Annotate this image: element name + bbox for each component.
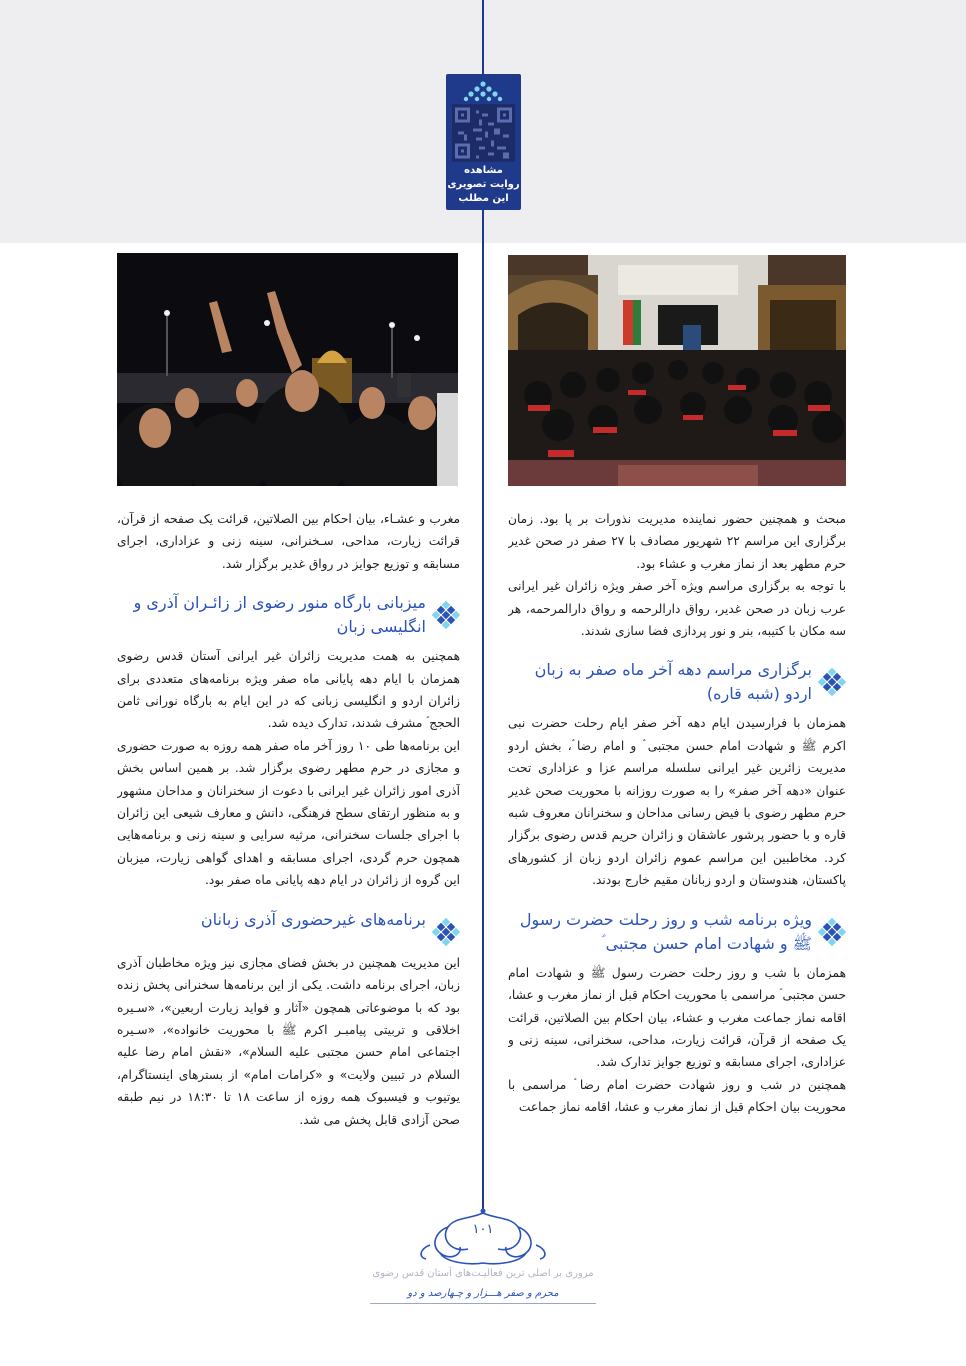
right-intro-paragraph-2: با توجه به برگزاری مراسم ویژه آخر صفر ویژه زائران غیر ایرانی عرب زبان در صحن غدیر، رواق دارالرحمه و رواق دارالمرحمه، هر سه مکان با کتیبه، بنر و نور پردازی فضا سازی شدند. xyxy=(508,579,846,639)
footer-issue-date: محرم و صفر هـــزار و چـهارصد و دو xyxy=(407,1288,559,1299)
left-section-2-paragraph-1: این مدیریت همچنین در بخش فضای مجازی نیز ویژه مخاطبان آذری زبان، اجرای برنامه داشت. یکی از این برنامه‌ها سخنرانی پخش زنده بود که با موضوعاتی همچون «آثار و فواید زیارت اربعین»، «سـیره اخلاقی و تربیتی پیامبـر اکرم ﷺ با محوریت خانواده»، «سـیره اجتماعی امام حسن مجتبی علیه السلام»، «نقش امام رضا علیه السلام در تبیین ولایت» و «کرامات امام» از بسترهای اینستاگرام، یوتیوب و فیسبوک همه روزه از ساعت ۱۸ تا ۱۸:۳۰ در نیم طبقه صحن آزادی قابل پخش می شد. xyxy=(117,955,460,1127)
left-section-1-title: میزبانی بارگاه منور رضوی از زائـران آذری و انگلیسی زبان xyxy=(133,593,426,637)
qr-code-icon[interactable] xyxy=(452,104,515,162)
right-section-1-heading xyxy=(508,658,846,706)
qr-caption-2: روایت تصویری xyxy=(447,179,520,190)
right-section-1-title: برگزاری مراسم دهه آخر ماه صفر به زبان اردو (شبه قاره) xyxy=(534,660,812,704)
right-section-2-paragraph-1: همزمان با شب و روز رحلت حضرت رسول ﷺ و شهادت امام حسن مجتبی ؑ مراسمی با محوریت احکام قبل از نماز مغرب و عشا، اقامه نماز جماعت مغرب و عشاء، بیان احکام بین الصلاتین، قرائت یک صفحه از قرآن، قرائت زیارت، مداحی، سخنرانی، سینه زنی و عزاداری، اجرای مسابقه و توزیع جوایز تدارک شد. xyxy=(508,965,846,1070)
photo-night-mourners xyxy=(117,253,458,486)
page-number: ۱۰۱ xyxy=(472,1222,494,1237)
ornament-diamond-icon xyxy=(818,668,846,696)
qr-ornament-icon xyxy=(462,80,504,102)
left-section-2-heading xyxy=(117,908,460,946)
footer-rule xyxy=(370,1303,596,1304)
qr-caption-3: این مطلب xyxy=(458,193,509,204)
right-section-1-paragraph-1: همزمان با فرارسیدن ایام دهه آخر صفر ایام رحلت حضرت نبی اکرم ﷺ و شهادت امام حسن مجتبی ؑ و امام رضا ؑ، بخش اردو مدیریت زائرین غیر ایرانی سلسله مراسم عزا و عزاداری تحت عنوان «دهه آخر صفر» را به صورت روزانه با محوریت صحن غدیر حرم مطهر رضوی با فیض رسانی مداحان و سخنرانان معروف شبه قاره و با حضور پرشور عاشقان و زائران حریم قدس رضوی برگزار کرد. مخاطبین این مراسم عموم زائران اردو زبان از کشورهای پاکستان، هندوستان و اردو زبانان مقیم خارج بودند. xyxy=(508,716,846,888)
right-intro-paragraph-1: مبحث و همچنین حضور نماینده مدیریت نذورات بر پا بود. زمان برگزاری این مراسم ۲۲ شهریور مصادف با ۲۷ صفر در صحن غدیر حرم مطهر بعد از نماز مغرب و عشاء بود. xyxy=(508,512,846,571)
left-section-2-title: برنامه‌های غیرحضوری آذری زبانان xyxy=(200,909,426,929)
ornament-diamond-icon xyxy=(432,918,460,946)
ornament-diamond-icon xyxy=(432,601,460,629)
article-column-left xyxy=(117,508,460,1208)
left-intro-paragraph-1: مغرب و عشـاء، بیان احکام بین الصلاتین، قرائت یک صفحه از قرآن، قرائت زیارت، مداحی، سـخنرانی، سینه زنی و عزاداری، اجرای مسابقه و توزیع جوایز در رواق غدیر برگزار شد. xyxy=(117,512,460,571)
photo-shrine-hall-gathering xyxy=(508,255,846,486)
qr-caption-1: مشاهده xyxy=(464,165,503,176)
right-section-2-title: ویژه برنامه شب و روز رحلت حضرت رسول ﷺ و شهادت امام حسن مجتبی ؑ xyxy=(519,909,812,953)
ornament-diamond-icon xyxy=(818,918,846,946)
article-column-right xyxy=(508,508,846,1208)
right-section-2-paragraph-2: همچنین در شب و روز شهادت حضرت امام رضا ؑ مراسمی با محوریت بیان احکام قبل از نماز مغرب و عشا، اقامه نماز جماعت xyxy=(508,1077,846,1115)
left-section-1-paragraph-2: این برنامه‌ها طی ۱۰ روز آخر ماه صفر همه روزه به صورت حضوری و مجازی در حرم مطهر رضوی برگزار شد. بر همین اساس بخش آذری امور زائران غیر ایرانی با دعوت از سخنرانان و مداحان مشهور و به منظور ارتقای سطح فرهنگی، دانش و معارف شیعی این زائران با اجرای جلسات سخنرانی، مرثیه سرایی و سینه زنی و برنامه‌هایی همچون حرم گردی، اجرای مسابقه و اهدای گواهی زیارت، میزبان این گروه از زائران در ایام دهه پایانی ماه صفر بود. xyxy=(117,738,460,888)
left-section-1-paragraph-1: همچنین به همت مدیریت زائران غیر ایرانی آستان قدس رضوی همزمان با ایام دهه پایانی ماه صفر ویژه برنامه‌های متعددی برای زائران اردو و انگلیسی زبانی که در این ایام به بارگاه نورانی ثامن الحجج ؑ مشرف شدند، تدارک دیده شد. xyxy=(117,649,460,731)
footer-publication-title: مروری بر اصلی ترین فعالیـت‌های آستان قدس رضوی xyxy=(372,1268,594,1279)
left-section-1-heading xyxy=(117,591,460,639)
right-section-2-heading xyxy=(508,908,846,956)
